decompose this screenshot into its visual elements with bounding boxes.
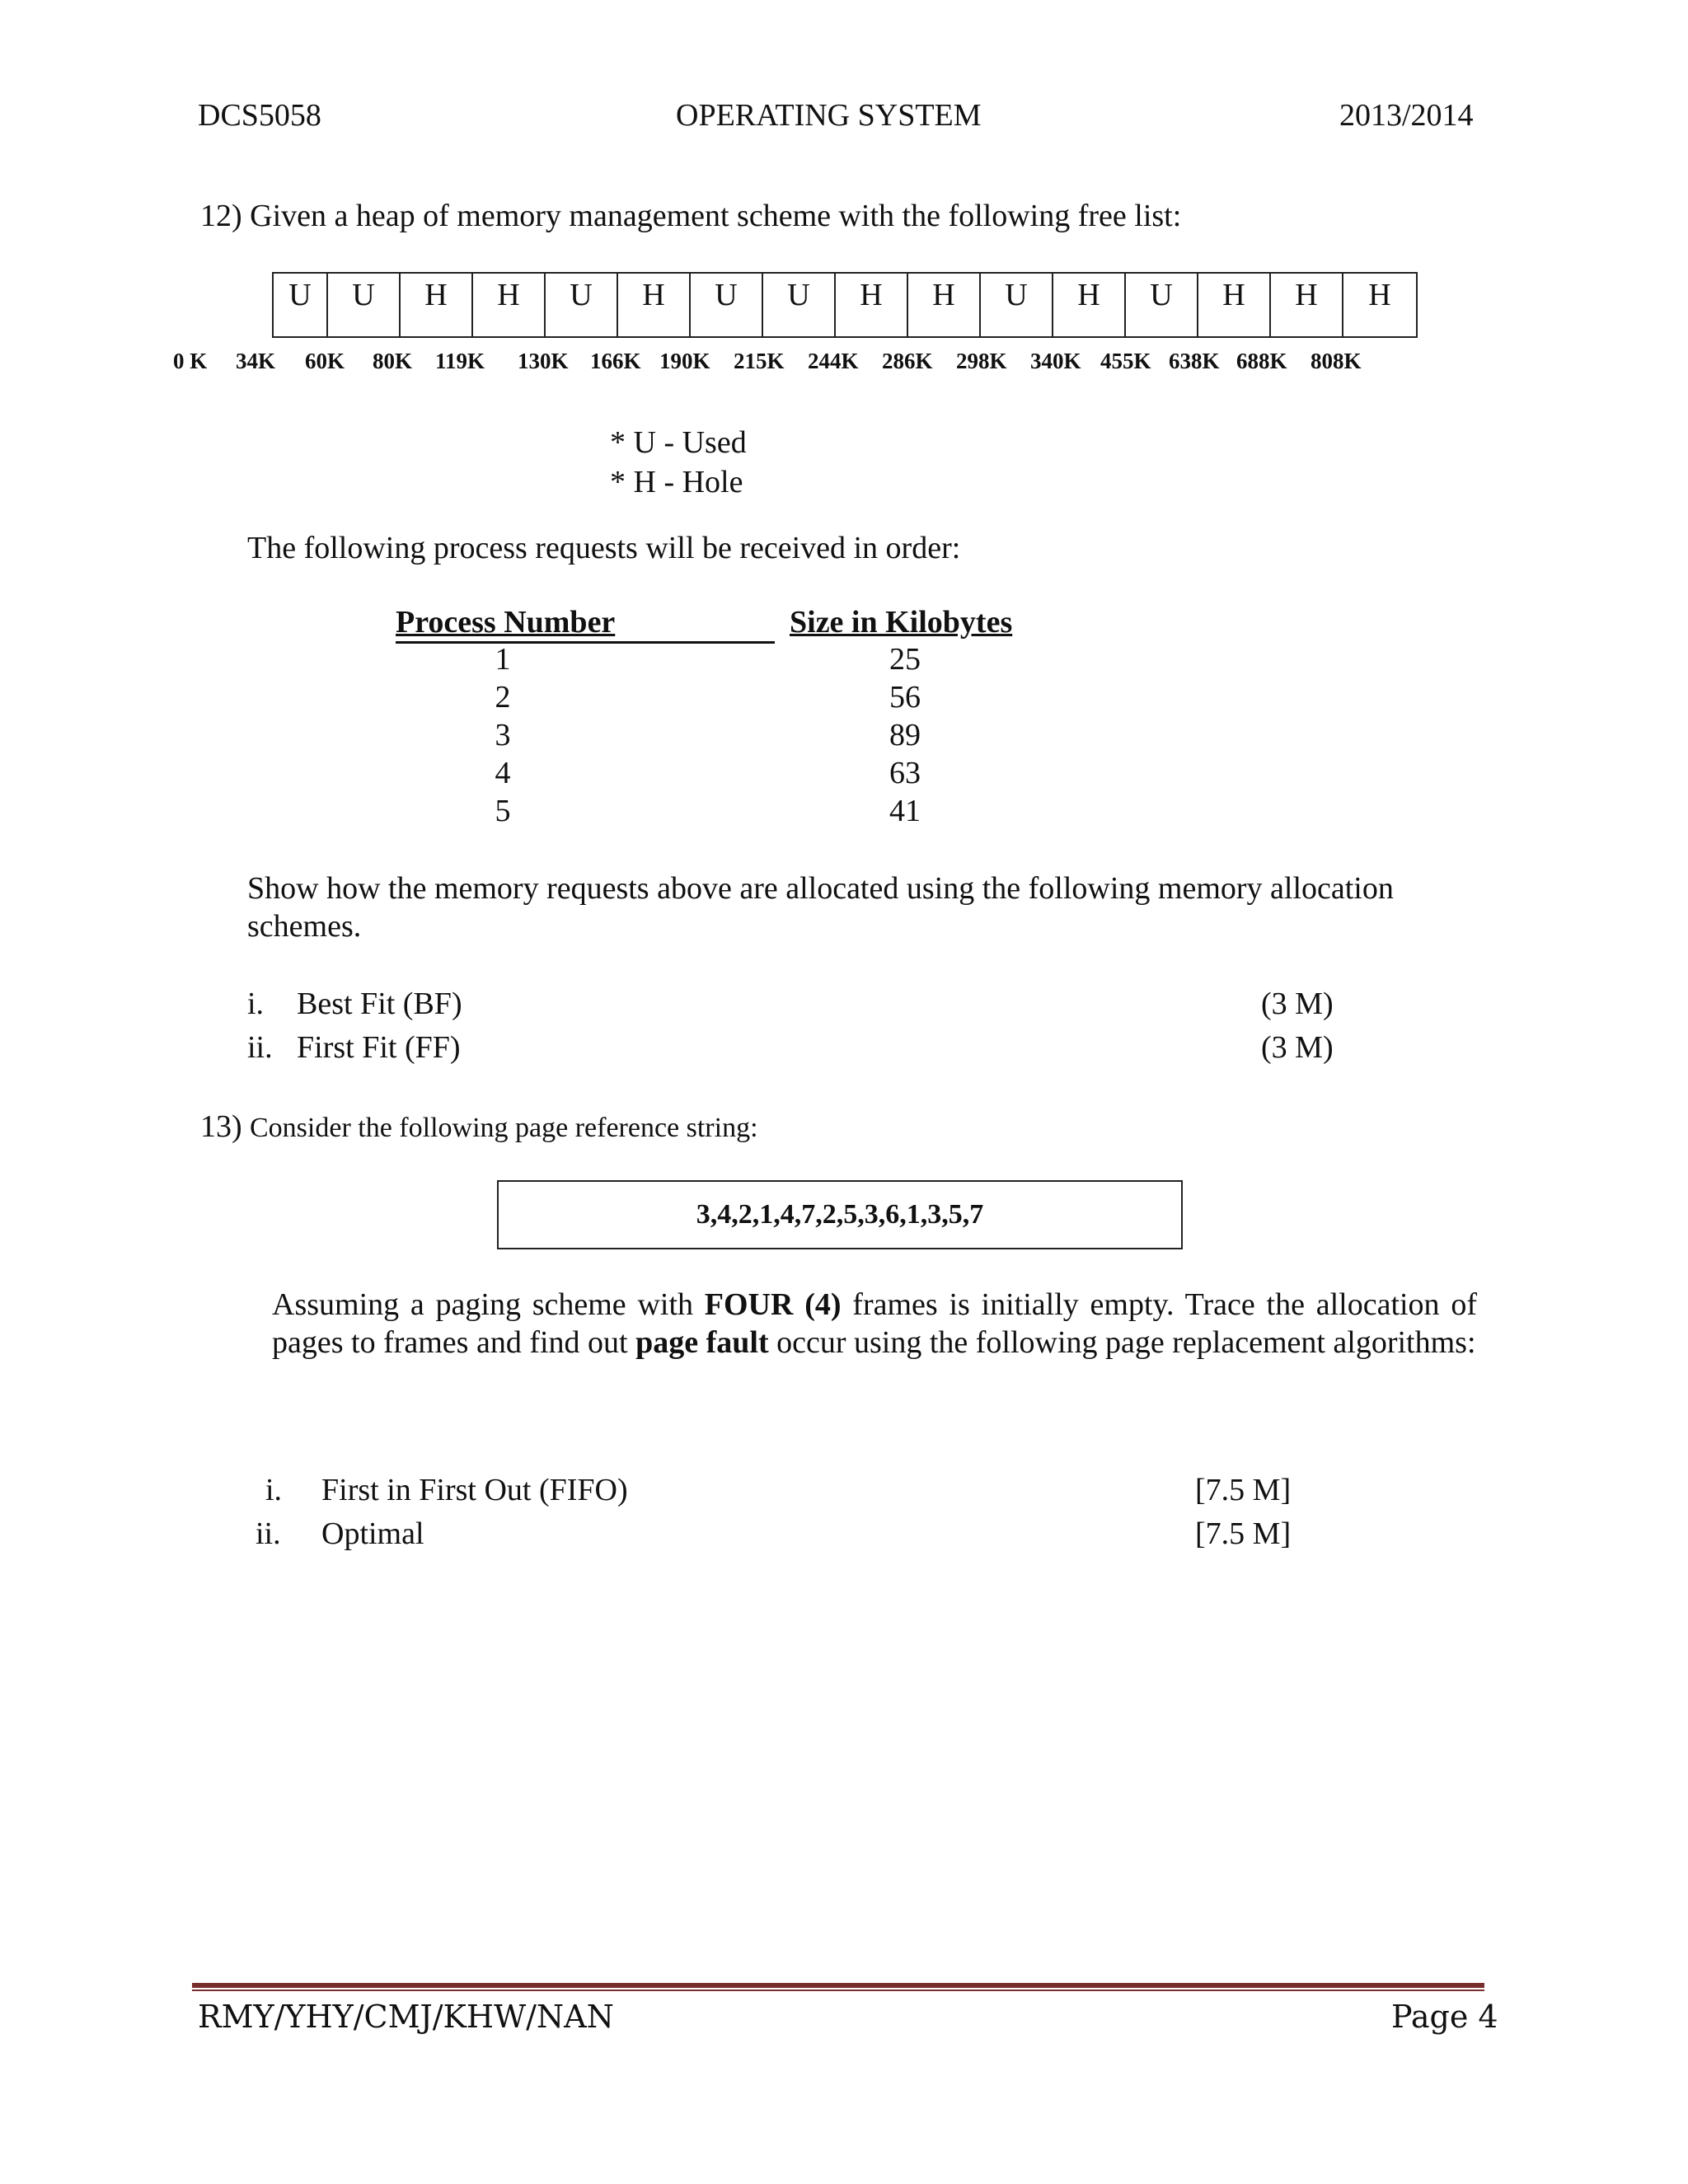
memory-block-hole: H [1271, 274, 1343, 336]
legend-hole: * H - Hole [610, 465, 743, 499]
memory-address-label: 286K [882, 349, 933, 373]
memory-block-used: U [328, 274, 401, 336]
q13-part-i-marks: [7.5 M] [1195, 1473, 1292, 1507]
q13-para-part-e: occur using the following page replacement algorithms: [768, 1325, 1476, 1360]
q12-part-i-num: i. [247, 987, 265, 1021]
memory-block-hole: H [1053, 274, 1126, 336]
memory-block-hole: H [401, 274, 473, 336]
q13-part-i-num: i. [265, 1473, 283, 1507]
memory-address-label: 60K [305, 349, 345, 373]
memory-address-label: 166K [590, 349, 641, 373]
memory-address-label: 0 K [173, 349, 208, 373]
process-number-cell: 3 [495, 718, 511, 752]
process-number-cell: 5 [495, 794, 511, 828]
process-number-cell: 4 [495, 756, 511, 790]
q13-intro: Consider the following page reference string: [250, 1113, 758, 1143]
memory-address-label: 34K [236, 349, 276, 373]
memory-address-label: 119K [435, 349, 485, 373]
memory-block-hole: H [1198, 274, 1271, 336]
memory-block-used: U [274, 274, 328, 336]
course-title: OPERATING SYSTEM [676, 98, 982, 133]
table-header-process: Process Number [396, 605, 616, 640]
q13-part-ii-marks: [7.5 M] [1195, 1516, 1292, 1551]
memory-address-label: 80K [373, 349, 413, 373]
page-reference-string: 3,4,2,1,4,7,2,5,3,6,1,3,5,7 [497, 1180, 1183, 1249]
q12-show-text: Show how the memory requests above are allocated using the following memory allocation schemes. [247, 871, 1394, 944]
course-code: DCS5058 [198, 98, 321, 133]
q13-part-i-text: First in First Out (FIFO) [321, 1473, 628, 1507]
memory-block-used: U [546, 274, 618, 336]
q12-part-ii-marks: (3 M) [1261, 1030, 1334, 1065]
memory-block-used: U [1126, 274, 1198, 336]
process-number-cell: 2 [495, 680, 511, 715]
page-number: Page 4 [1391, 1999, 1498, 2035]
memory-block-hole: H [908, 274, 981, 336]
q13-paragraph [272, 1286, 1477, 1361]
process-size-cell: 89 [889, 718, 921, 752]
memory-address-label: 215K [734, 349, 785, 373]
q13-part-ii-num: ii. [256, 1516, 281, 1551]
memory-block-hole: H [618, 274, 691, 336]
memory-block-used: U [763, 274, 836, 336]
q12-part-ii-num: ii. [247, 1030, 273, 1065]
memory-address-label: 808K [1311, 349, 1362, 373]
memory-address-label: 298K [956, 349, 1007, 373]
memory-block-used: U [691, 274, 763, 336]
footer-authors: RMY/YHY/CMJ/KHW/NAN [198, 1999, 614, 2035]
memory-address-label: 455K [1100, 349, 1151, 373]
q13-page-fault-bold: page fault [635, 1325, 769, 1360]
q13-number: 13) [200, 1109, 242, 1144]
memory-address-label: 688K [1236, 349, 1287, 373]
memory-free-list [272, 272, 1418, 338]
process-size-cell: 56 [889, 680, 921, 715]
q12-part-ii-text: First Fit (FF) [297, 1030, 461, 1065]
q12-intro: 12) Given a heap of memory management scheme with the following free list: [200, 199, 1182, 233]
memory-address-label: 130K [518, 349, 569, 373]
table-header-size: Size in Kilobytes [790, 605, 1013, 640]
process-number-cell: 1 [495, 642, 511, 677]
memory-block-hole: H [1368, 278, 1391, 312]
memory-block-hole: H [473, 274, 546, 336]
memory-address-label: 190K [659, 349, 710, 373]
q12-part-i-text: Best Fit (BF) [297, 987, 462, 1021]
table-header-rule [396, 641, 775, 644]
process-size-cell: 41 [889, 794, 921, 828]
footer-rule [192, 1983, 1484, 1988]
q13-para-part-a: Assuming a paging scheme with [272, 1287, 705, 1322]
memory-block-used: U [981, 274, 1053, 336]
process-size-cell: 25 [889, 642, 921, 677]
q13-para-part-c: frames is initially empty. Trace the allocation of pages to frames and find out [272, 1287, 1477, 1360]
memory-block-hole: H [836, 274, 908, 336]
process-size-cell: 63 [889, 756, 921, 790]
q13-part-ii-text: Optimal [321, 1516, 424, 1551]
memory-address-label: 244K [808, 349, 859, 373]
q13-frames-bold: FOUR (4) [704, 1287, 842, 1322]
academic-year: 2013/2014 [1339, 98, 1474, 133]
memory-address-label: 638K [1169, 349, 1220, 373]
requests-intro: The following process requests will be received in order: [247, 531, 961, 565]
q12-part-i-marks: (3 M) [1261, 987, 1334, 1021]
memory-address-label: 340K [1030, 349, 1081, 373]
legend-used: * U - Used [610, 425, 747, 460]
footer-rule-thin [192, 1990, 1484, 1991]
